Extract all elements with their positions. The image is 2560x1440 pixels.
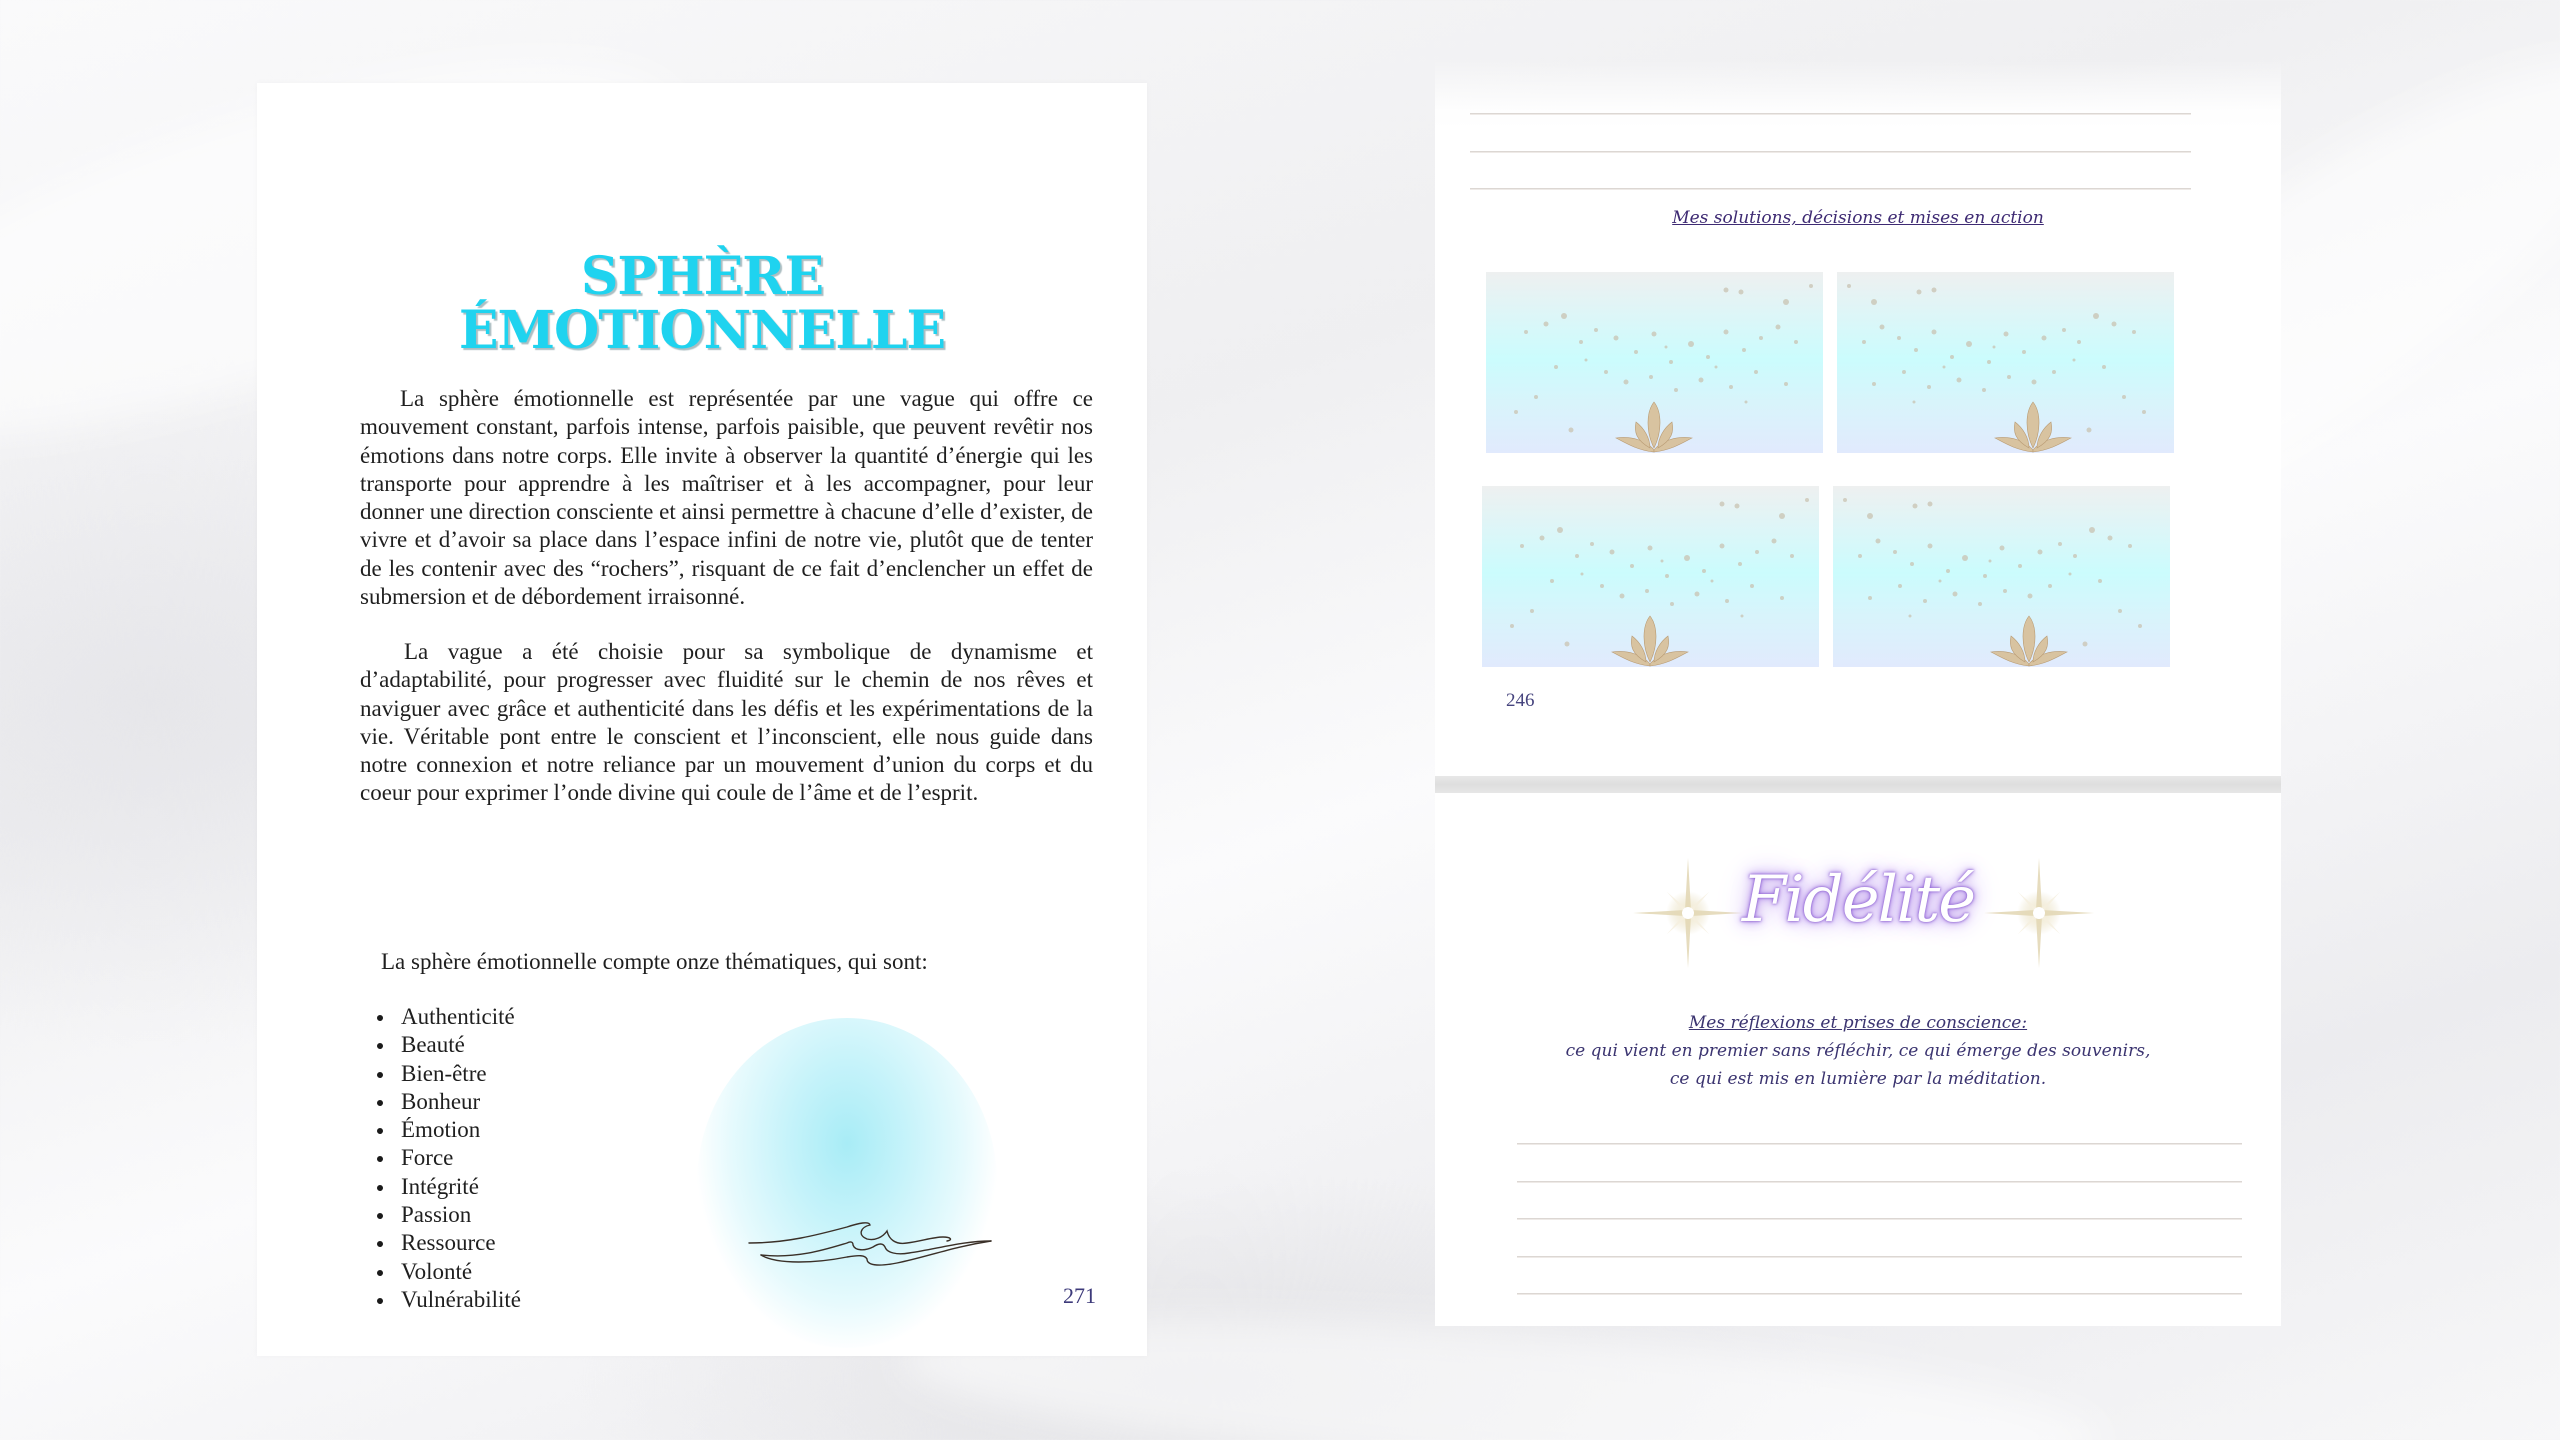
list-item: Bien-être bbox=[377, 1060, 521, 1088]
star-field-decoration bbox=[1486, 272, 1823, 453]
wave-glow bbox=[697, 1018, 997, 1348]
page-solutions bbox=[1435, 60, 2281, 776]
wave-icon bbox=[747, 1213, 1007, 1283]
image-card bbox=[1837, 272, 2174, 453]
lotus-icon bbox=[1612, 616, 1688, 666]
image-card bbox=[1486, 272, 1823, 453]
reflexions-prompt-line-2: ce qui est mis en lumière par la méditation. bbox=[1669, 1069, 2047, 1089]
image-card bbox=[1482, 486, 1819, 667]
lotus-icon bbox=[1616, 402, 1692, 452]
star-field-decoration bbox=[1833, 486, 2170, 667]
theme-title: Fidélité bbox=[1741, 863, 1975, 937]
star-field-decoration bbox=[1482, 486, 1819, 667]
reflexions-heading: Mes réflexions et prises de conscience: bbox=[1688, 1013, 2028, 1033]
writing-line bbox=[1517, 1181, 2242, 1183]
list-item: Passion bbox=[377, 1201, 521, 1229]
writing-line bbox=[1470, 188, 2191, 190]
image-card bbox=[1833, 486, 2170, 667]
list-item: Émotion bbox=[377, 1116, 521, 1144]
writing-line bbox=[1470, 113, 2191, 115]
writing-line bbox=[1470, 151, 2191, 153]
reflexions-prompt-line-1: ce qui vient en premier sans réfléchir, ce qui émerge des souvenirs, bbox=[1565, 1041, 2151, 1061]
page-divider bbox=[1435, 776, 2281, 793]
writing-line bbox=[1517, 1218, 2242, 1220]
writing-line bbox=[1517, 1293, 2242, 1295]
themes-intro: La sphère émotionnelle compte onze thématiques, qui sont: bbox=[381, 949, 928, 974]
list-item: Vulnérabilité bbox=[377, 1286, 521, 1314]
list-item: Bonheur bbox=[377, 1088, 521, 1116]
list-item: Force bbox=[377, 1144, 521, 1172]
lotus-icon bbox=[1991, 616, 2067, 666]
list-item: Beauté bbox=[377, 1031, 521, 1059]
paragraph-intro: La sphère émotionnelle est représentée par une vague qui offre ce mouvement constant, parfois intense, parfois paisible, que peuvent revêtir nos émotions dans notre corps. Elle invite à observer la quantité d’énergie qui les transporte pour apprendre à les maîtriser et à les accompagner, pour leur donner une direction consciente et ainsi permettre à chacune d’elle d’exister, de vivre et d’avoir sa place dans l’espace infini de notre vie, plutôt que de tenter de les contenir avec des “rochers”, risquant de ce fait d’enclencher un effet de submersion et de débordement irraisonné. bbox=[360, 386, 1093, 610]
page-number: 246 bbox=[1506, 690, 1535, 711]
writing-line bbox=[1517, 1143, 2242, 1145]
list-item: Authenticité bbox=[377, 1003, 521, 1031]
title-line-2: ÉMOTIONNELLE bbox=[458, 300, 946, 361]
title-line-1: SPHÈRE bbox=[580, 246, 824, 307]
paragraph-wave-symbolism: La vague a été choisie pour sa symbolique de dynamisme et d’adaptabilité, pour progresser avec fluidité sur le chemin de nos rêves et naviguer avec grâce et authenticité dans les défis et les expérimentations de la vie. Véritable pont entre le conscient et l’inconscient, elle nous guide dans notre connexion et notre reliance par un mouvement d’union du corps et du coeur pour exprimer l’onde divine qui coule de l’âme et de l’esprit. bbox=[360, 639, 1093, 806]
page-title bbox=[257, 246, 1147, 361]
list-item: Intégrité bbox=[377, 1173, 521, 1201]
writing-line bbox=[1517, 1256, 2242, 1258]
page-number: 271 bbox=[1063, 1283, 1096, 1308]
list-item: Ressource bbox=[377, 1229, 521, 1257]
themes-list bbox=[377, 1003, 521, 1314]
list-item: Volonté bbox=[377, 1258, 521, 1286]
page-fidelite bbox=[1435, 793, 2281, 1326]
solutions-heading: Mes solutions, décisions et mises en action bbox=[1672, 208, 2044, 228]
page-emotional-sphere bbox=[257, 83, 1147, 1356]
star-field-decoration bbox=[1837, 272, 2174, 453]
lotus-icon bbox=[1995, 402, 2071, 452]
